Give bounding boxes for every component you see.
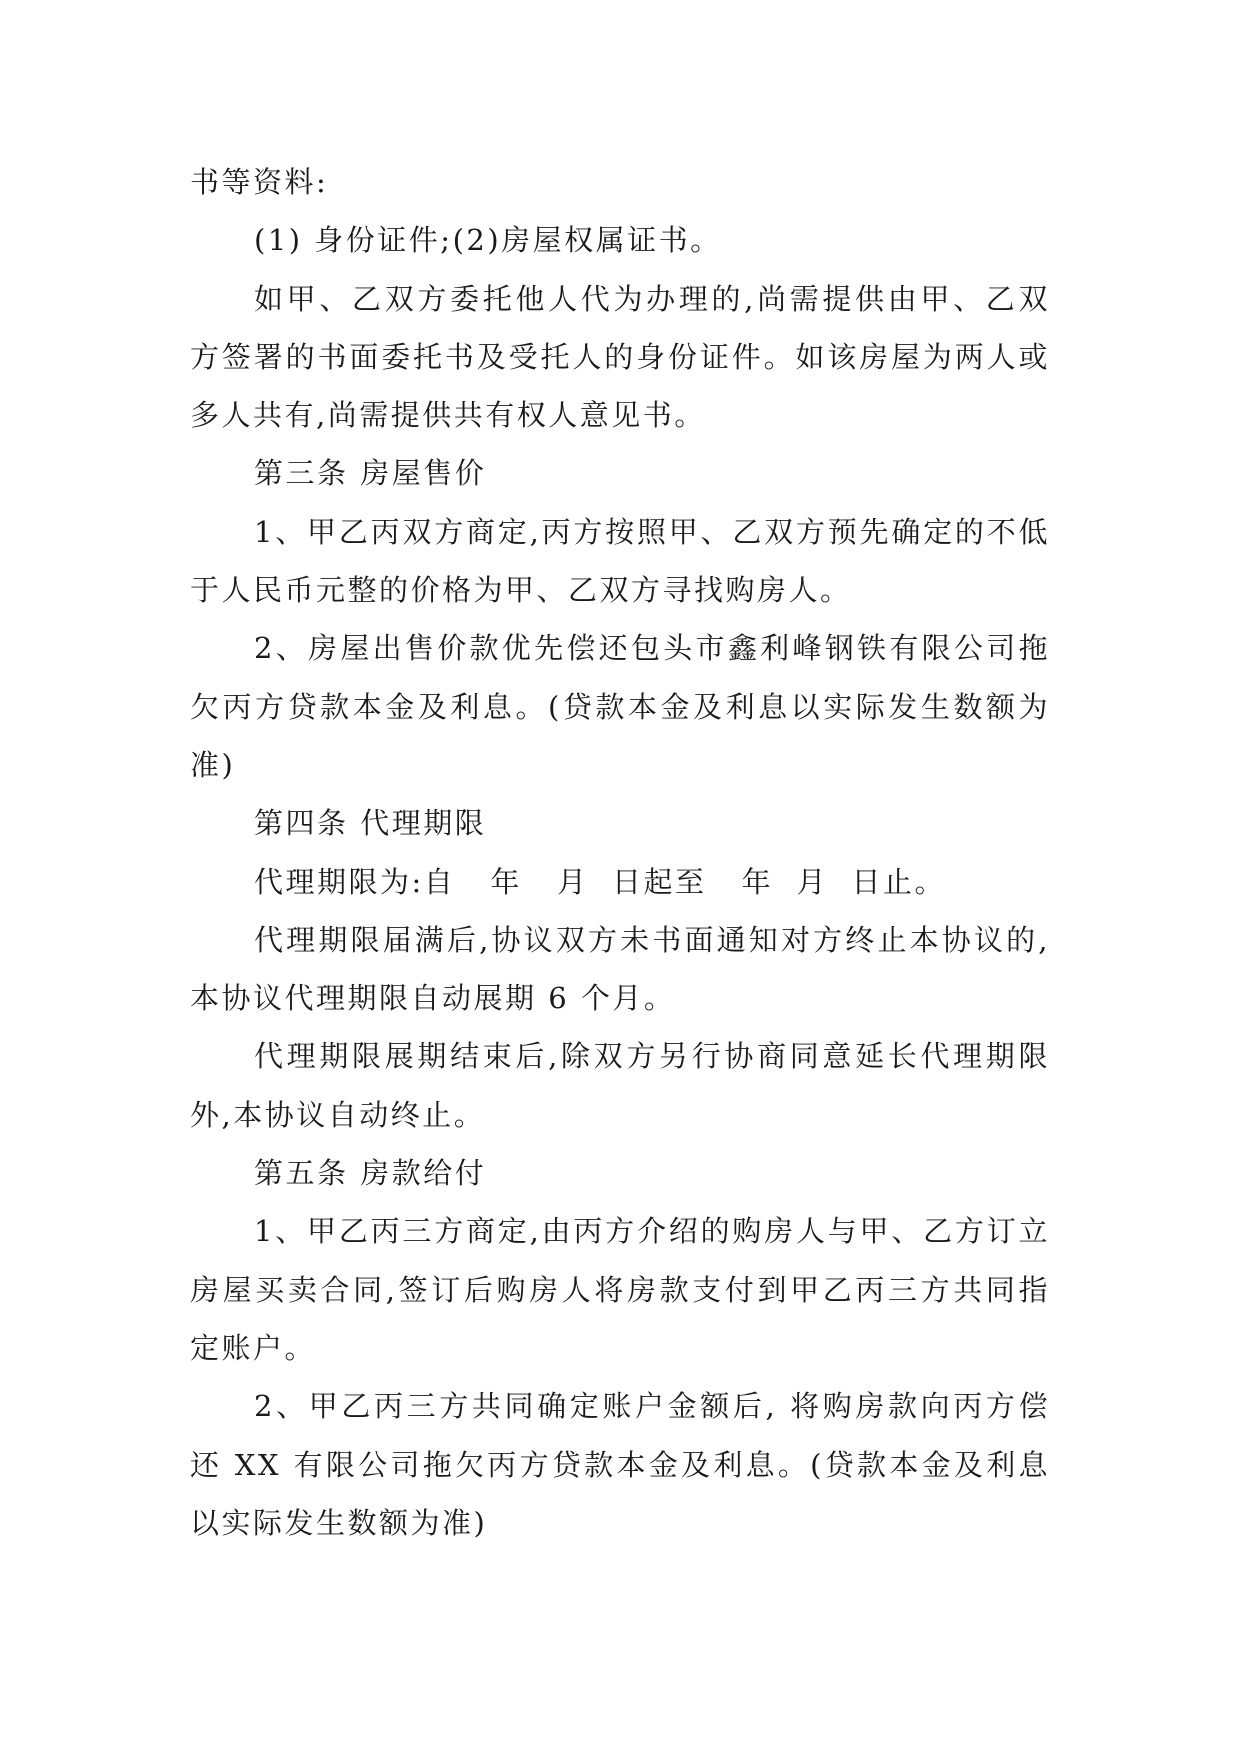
article-3-clause-1: 1、甲乙丙双方商定,丙方按照甲、乙双方预先确定的不低于人民币元整的价格为甲、乙双方寻找购房人。 — [190, 514, 1050, 608]
article-5-clause-2: 2、甲乙丙三方共同确定账户金额后, 将购房款向丙方偿还 XX 有限公司拖欠丙方贷款本金及利息。(贷款本金及利息以实际发生数额为准) — [190, 1389, 1050, 1540]
article-4-auto-extension: 代理期限届满后,协议双方未书面通知对方终止本协议的,本协议代理期限自动展期 6 个月。 — [190, 922, 1050, 1016]
article-4-termination: 代理期限展期结束后,除双方另行协商同意延长代理期限外,本协议自动终止。 — [190, 1039, 1050, 1132]
paragraph-documents-list: (1) 身份证件;(2)房屋权属证书。 — [254, 223, 722, 258]
paragraph-entrusted-agent: 如甲、乙双方委托他人代为办理的,尚需提供由甲、乙双方签署的书面委托书及受托人的身份证件。如该房屋为两人或多人共有,尚需提供共有权人意见书。 — [190, 281, 1050, 433]
article-5-clause-1: 1、甲乙丙三方商定,由丙方介绍的购房人与甲、乙方订立房屋买卖合同,签订后购房人将房款支付到甲乙丙三方共同指定账户。 — [190, 1214, 1050, 1365]
article-3-heading: 第三条 房屋售价 — [254, 456, 487, 491]
paragraph-continuation: 书等资料: — [190, 165, 329, 199]
document-body — [190, 153, 1050, 1552]
article-5-heading: 第五条 房款给付 — [254, 1156, 487, 1191]
article-3-clause-2: 2、房屋出售价款优先偿还包头市鑫利峰钢铁有限公司拖欠丙方贷款本金及利息。(贷款本金及利息以实际发生数额为准) — [190, 631, 1050, 782]
article-4-heading: 第四条 代理期限 — [254, 806, 487, 841]
article-4-term-dates: 代理期限为:自 年 月 日起至 年 月 日止。 — [254, 864, 947, 899]
